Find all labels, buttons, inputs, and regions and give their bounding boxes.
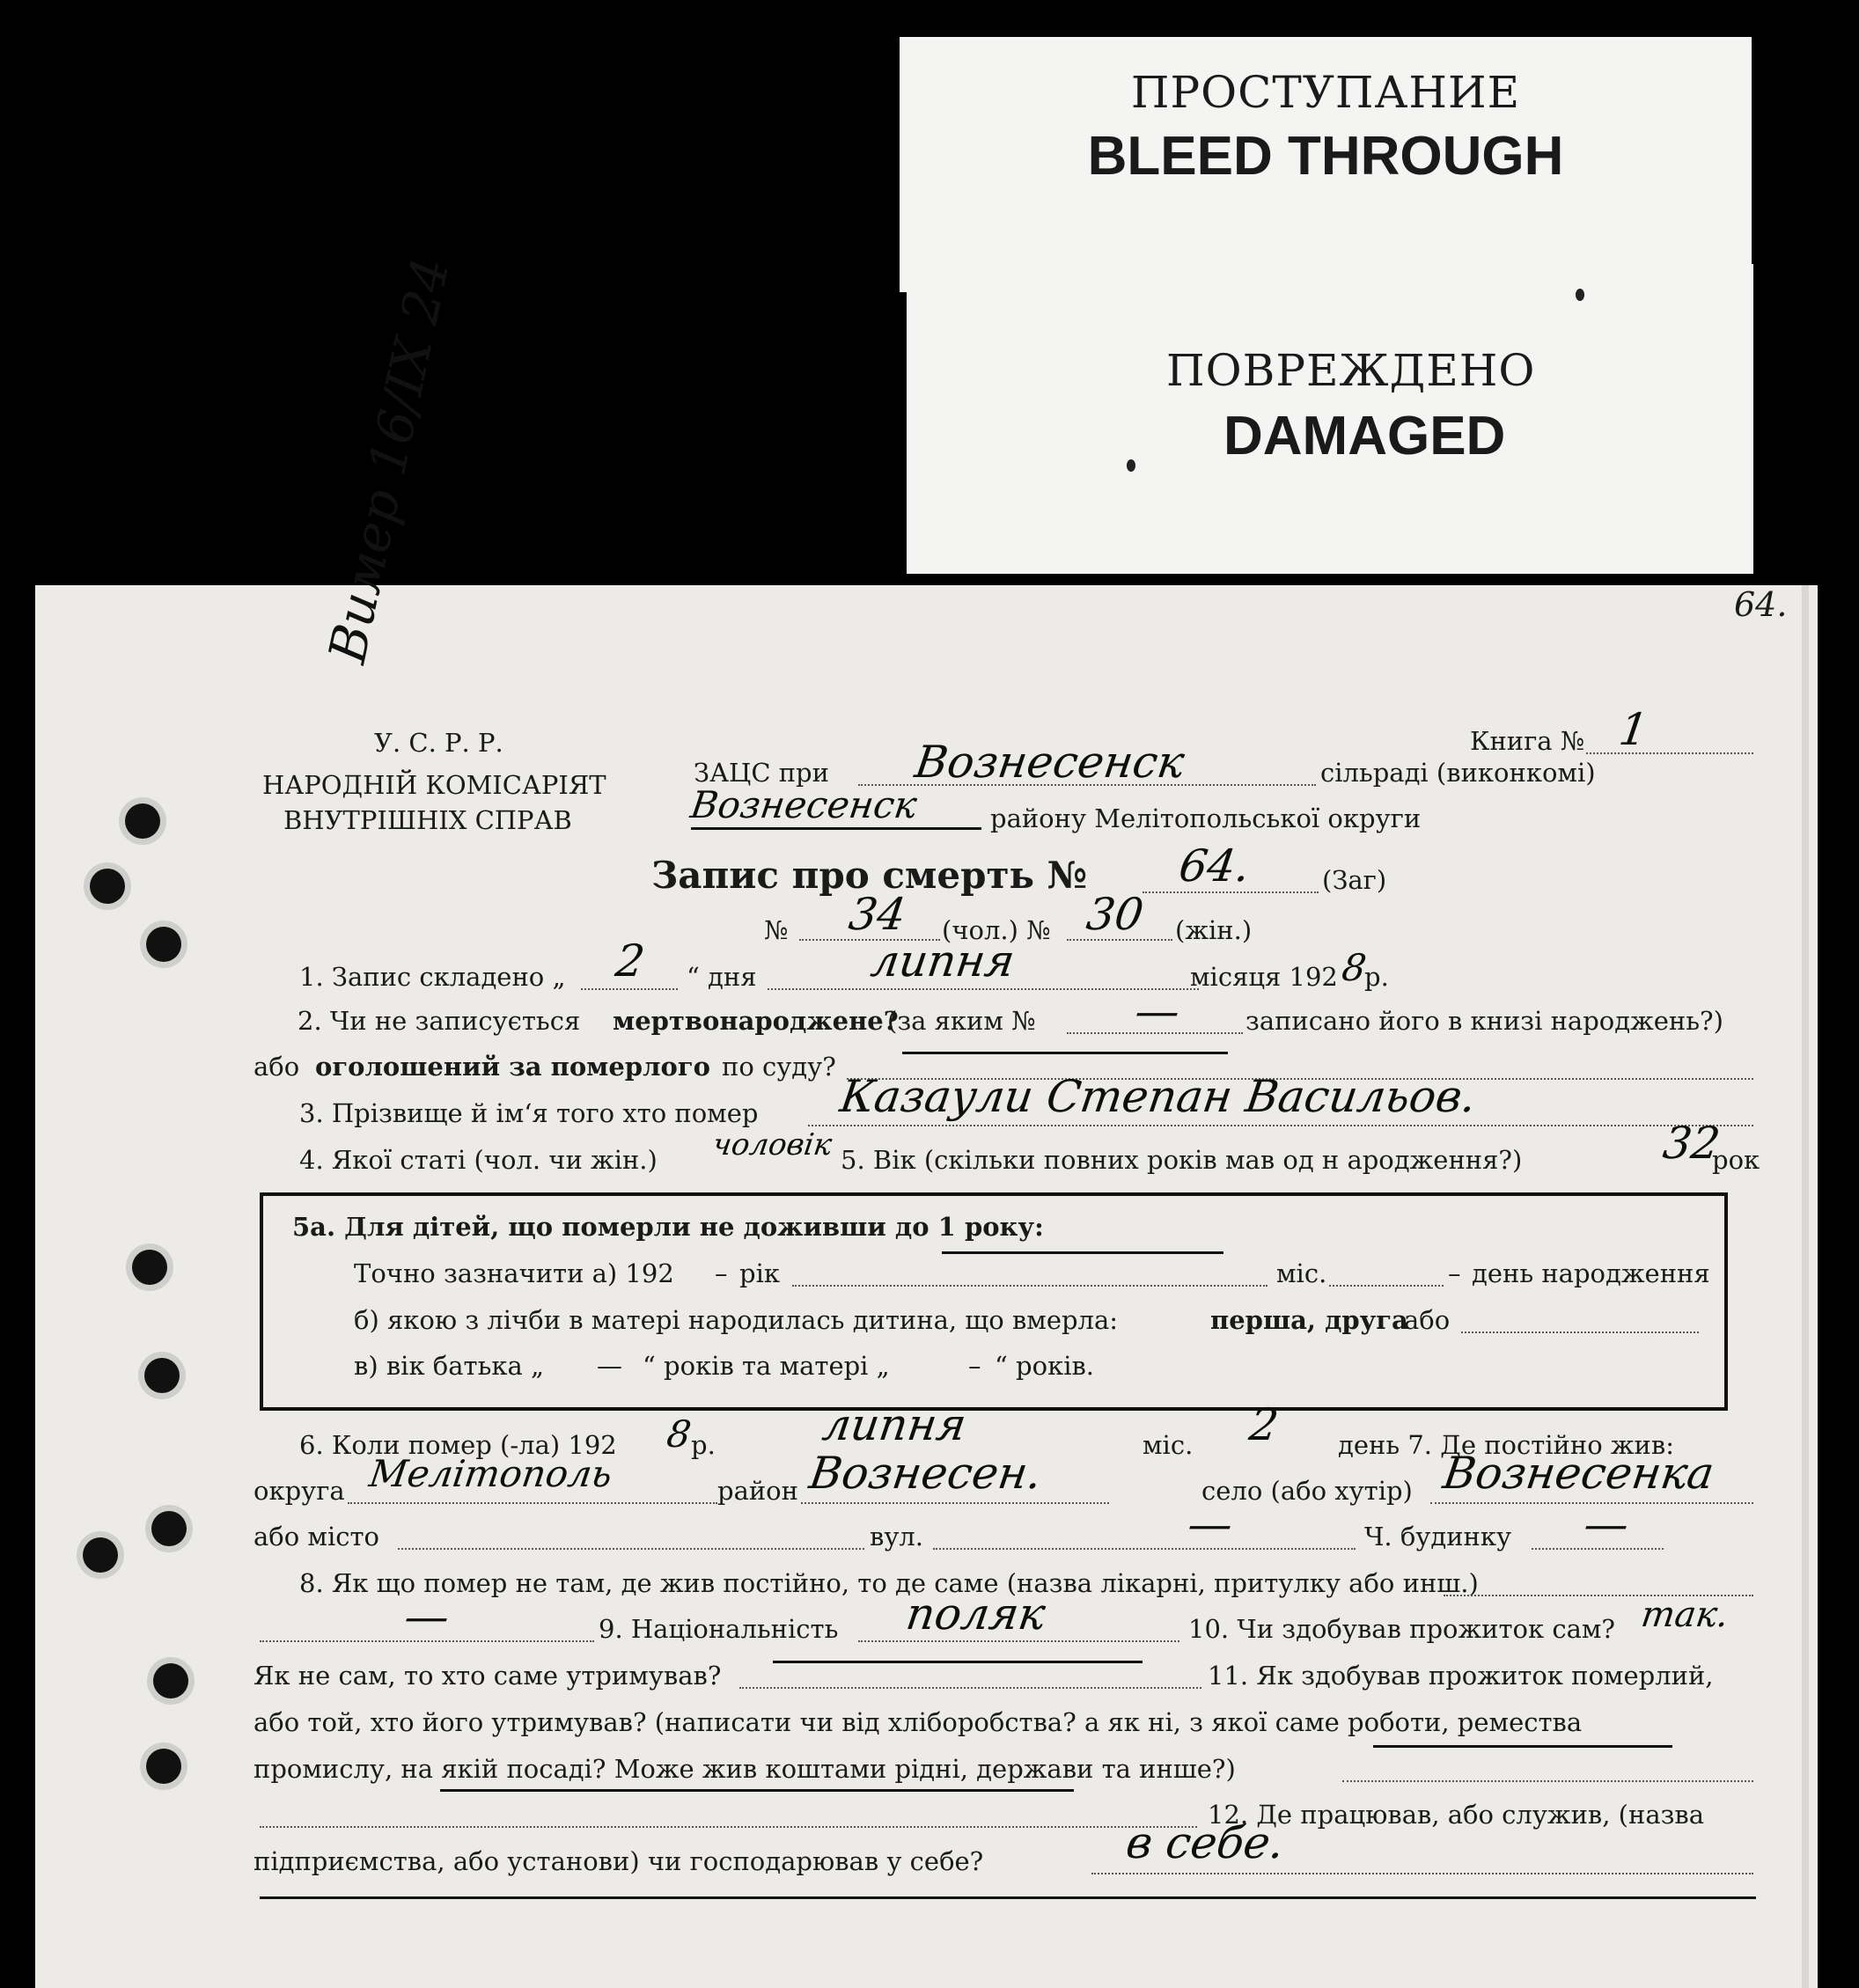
line10-self-value: так.	[1638, 1595, 1731, 1635]
line4-age-suffix: рок	[1712, 1145, 1760, 1175]
line6-year-value: 8	[664, 1412, 694, 1456]
line7b-street-value: —	[1184, 1499, 1237, 1550]
line6-year-suffix: р.	[691, 1430, 716, 1460]
line1-day-value: 2	[612, 935, 648, 987]
district-value: Вознесенск	[687, 783, 920, 826]
line1-month-value: липня	[867, 935, 1018, 987]
line1-year-value: 8	[1339, 946, 1370, 989]
line11-text-b: промислу, на якій посаді? Може жив коштами рідні, держави та инше?)	[254, 1754, 1236, 1784]
line9-nationality-value: поляк	[902, 1588, 1049, 1640]
line10b-dash	[773, 1661, 1143, 1663]
box-title-underline	[942, 1251, 1223, 1254]
line7-okruga-label: округа	[254, 1476, 345, 1506]
punch-hole	[125, 803, 160, 839]
line7b-house-label: Ч. будинку	[1364, 1522, 1512, 1552]
internal-affairs-header: ВНУТРІШНІХ СПРАВ	[283, 805, 572, 835]
punch-hole	[144, 1358, 180, 1393]
line7-selo-value: Вознесенка	[1439, 1448, 1717, 1499]
line2b-court-dash	[902, 1052, 1228, 1054]
punch-hole	[132, 1250, 167, 1285]
punch-hole	[153, 1663, 188, 1698]
district-suffix: району Мелітопольської округи	[990, 803, 1422, 833]
side-handwritten-note: Вимер 16/ІХ 24	[317, 253, 461, 669]
box-l3-mother: “ років та матері „	[643, 1351, 890, 1381]
punch-hole	[90, 869, 125, 904]
line7b-house-value: —	[1580, 1499, 1633, 1550]
line1-year-suffix: р.	[1364, 962, 1389, 992]
line6-day-value: 2	[1245, 1399, 1282, 1450]
line7-rayon-label: район	[717, 1476, 798, 1506]
book-label: Книга №	[1470, 726, 1585, 756]
line11-answer-line	[1342, 1780, 1753, 1782]
line7-okruga-value: Мелітополь	[366, 1452, 615, 1495]
box-l2-order: перша, друга	[1210, 1305, 1408, 1335]
line9-nationality-label: 9. Національність	[599, 1614, 839, 1644]
box-l2-label: б) якою з лічби в матері народилась дитина, що вмерла:	[354, 1305, 1119, 1335]
line3-name-line	[808, 1125, 1753, 1126]
record-number-line	[1143, 891, 1319, 893]
line1-label: 1. Запис складено „	[299, 962, 566, 992]
page-number: 64.	[1734, 585, 1788, 624]
line10-self-label: 10. Чи здобував прожиток сам?	[1188, 1614, 1615, 1644]
damaged-card	[907, 264, 1753, 574]
box-l1-year-line	[792, 1285, 1268, 1287]
line8-label: 8. Як що помер не там, де жив постійно, то де саме (назва лікарні, притулку або инш.)	[299, 1568, 1479, 1598]
line2b-or: або	[254, 1052, 300, 1082]
line9-place-value: —	[400, 1591, 453, 1642]
line7b-city-label: або місто	[254, 1522, 380, 1552]
line1-day-line	[581, 988, 678, 990]
line6-month-suffix: міс.	[1143, 1430, 1194, 1460]
bleed-through-en: BLEED THROUGH	[1087, 126, 1564, 187]
line2-label: 2. Чи не записується	[298, 1006, 581, 1036]
box-l3-father: в) вік батька „	[354, 1351, 545, 1381]
num-male-value: 34	[845, 889, 909, 940]
box-l1-year-suffix: рік	[739, 1258, 780, 1288]
box-l3-suffix: “ років.	[995, 1351, 1095, 1381]
line7b-street-label: вул.	[870, 1522, 924, 1552]
line3-name-value: Казаули Степан Васильов.	[836, 1071, 1480, 1122]
book-field-line	[1586, 752, 1753, 754]
speck-mark	[1576, 289, 1584, 301]
zags-suffix: сільраді (виконкомі)	[1320, 758, 1596, 788]
line2-suffix: записано його в книзі народжень?)	[1245, 1006, 1723, 1036]
line9-nationality-line	[858, 1640, 1179, 1642]
punch-hole	[83, 1537, 118, 1573]
punch-hole	[146, 927, 181, 962]
line2b-court: по суду?	[722, 1052, 836, 1082]
line12-answer-line	[1091, 1873, 1753, 1874]
male-label: (чол.) №	[942, 915, 1051, 945]
punch-hole	[151, 1511, 187, 1546]
box-l1-dash: –	[715, 1258, 728, 1288]
line11-answer-dash	[1373, 1745, 1672, 1748]
punch-hole	[146, 1749, 181, 1784]
sheet-edge	[1802, 585, 1809, 1988]
line1-month-suffix: місяця 192	[1190, 962, 1338, 992]
line10b-line	[739, 1687, 1201, 1689]
line6-month-value: липня	[819, 1399, 970, 1450]
box-l1-month: міс.	[1276, 1258, 1327, 1288]
line3-label: 3. Прізвище й ім‘я того хто помер	[299, 1098, 759, 1128]
line6-day-suffix: день 7. Де постійно жив:	[1338, 1430, 1674, 1460]
bleed-through-card	[900, 37, 1752, 292]
line12-text: підприємства, або установи) чи господарював у себе?	[254, 1846, 984, 1876]
box-l3-mother-dash: –	[968, 1351, 981, 1381]
num-label: №	[764, 915, 789, 945]
line4-age-value: 32	[1659, 1118, 1723, 1169]
line2-number-value: —	[1131, 986, 1184, 1037]
damaged-en: DAMAGED	[1223, 406, 1506, 466]
book-value: 1	[1615, 704, 1651, 755]
line10b-label: Як не сам, то хто саме утримував?	[254, 1661, 722, 1691]
line7-okruga-line	[348, 1502, 717, 1504]
record-number-value: 64.	[1175, 840, 1253, 891]
line2-which: (за яким №	[887, 1006, 1036, 1036]
zags-prefix: ЗАЦС при	[694, 758, 829, 788]
box-l3-father-dash: —	[597, 1351, 622, 1381]
record-general-label: (Заг)	[1322, 865, 1387, 895]
box-l2-line	[1461, 1331, 1699, 1333]
line11-label: 11. Як здобував прожиток померлий,	[1208, 1661, 1714, 1691]
district-underline	[691, 827, 981, 830]
commissariat-header: НАРОДНІЙ КОМІСАРІЯТ	[262, 770, 606, 800]
line11-underline	[440, 1789, 1074, 1792]
box-l1-birth: день народження	[1472, 1258, 1710, 1288]
line1-month-line	[768, 988, 1199, 990]
line4-age-label: 5. Вік (скільки повних років мав од н ародження?)	[841, 1145, 1523, 1175]
line4-sex-value: чоловік	[710, 1127, 834, 1163]
form-title: Запис про смерть №	[651, 854, 1088, 897]
box-l1-day-line	[1329, 1285, 1444, 1287]
line7-selo-label: село (або хутір)	[1201, 1476, 1413, 1506]
ussr-header: У. С. Р. Р.	[374, 728, 503, 758]
box-l1-label: Точно зазначити а) 192	[354, 1258, 674, 1288]
line12-pre-line	[260, 1826, 1197, 1828]
line7-rayon-value: Вознесен.	[805, 1448, 1046, 1499]
line6-label: 6. Коли помер (-ла) 192	[299, 1430, 617, 1460]
line4-label: 4. Якої статі (чол. чи жін.)	[299, 1145, 658, 1175]
speck-mark	[1127, 459, 1135, 472]
village-council-value: Вознесенск	[911, 737, 1188, 788]
line7-rayon-line	[801, 1502, 1109, 1504]
damaged-ru: ПОВРЕЖДЕНО	[1166, 345, 1536, 396]
box-title: 5а. Для дітей, що померли не доживши до 1 року:	[292, 1212, 1044, 1242]
female-label: (жін.)	[1175, 915, 1253, 945]
box-l2-or: або	[1404, 1305, 1451, 1335]
num-female-value: 30	[1083, 889, 1147, 940]
line7b-street-line	[933, 1548, 1356, 1550]
bleed-through-ru: ПРОСТУПАНИЕ	[1130, 67, 1521, 118]
box-l1-dash2: –	[1448, 1258, 1461, 1288]
line2b-declared: оголошений за померлого	[315, 1052, 710, 1082]
line12-label: 12. Де працював, або служив, (назва	[1208, 1800, 1705, 1830]
line1-day-suffix: “ дня	[687, 962, 757, 992]
line11-text-a: або той, хто його утримував? (написати чи від хліборобства? а як ні, з якої саме роботи, ремества	[254, 1707, 1583, 1737]
bottom-rule	[260, 1896, 1756, 1899]
line2-stillborn: мертвонароджене?	[613, 1006, 899, 1036]
line7b-city-line	[398, 1548, 864, 1550]
line12-answer-value: в себе.	[1122, 1817, 1288, 1868]
